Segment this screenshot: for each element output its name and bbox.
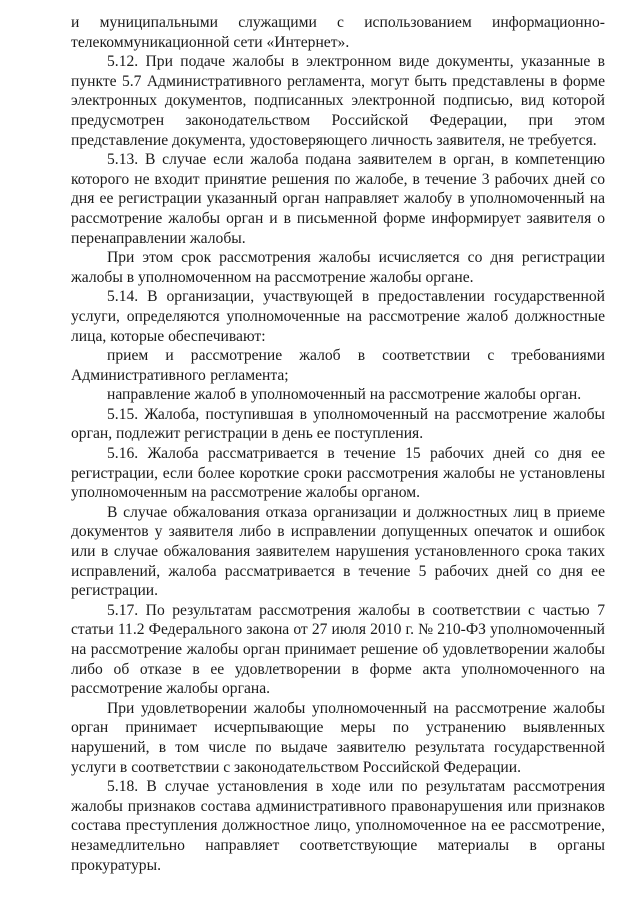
- paragraph-5-15: 5.15. Жалоба, поступившая в уполномоченный на рассмотрение жалобы орган, подлежит регистрации в день ее поступления.: [71, 405, 605, 443]
- paragraph-5-18: 5.18. В случае установления в ходе или по результатам рассмотрения жалобы признаков состава административного правонарушения или признаков состава преступления должностное лицо, уполномоченное на ее рассмотрение, незамедлительно направляет соответствующие материалы в органы прокуратуры.: [71, 778, 605, 874]
- paragraph-5-14-item-1: прием и рассмотрение жалоб в соответствии с требованиями Административного регламента;: [71, 347, 605, 384]
- paragraph-5-13: 5.13. В случае если жалоба подана заявителем в орган, в компетенцию которого не входит принятие решения по жалобе, в течение 3 рабочих дней со дня ее регистрации указанный орган направляет жалобу в уполномоченный на рассмотрение жалобы орган и в письменной форме информирует заявителя о перенаправлении жалобы.: [71, 151, 605, 247]
- paragraph-5-16-appeal: В случае обжалования отказа организации и должностных лиц в приеме документов у заявителя либо в исправлении допущенных опечаток и ошибок или в случае обжалования заявителем нарушения установленного срока таких исправлений, жалоба рассматривается в течение 5 рабочих дней со дня ее регистрации.: [71, 503, 605, 600]
- paragraph-5-16: 5.16. Жалоба рассматривается в течение 15 рабочих дней со дня ее регистрации, если более короткие сроки рассмотрения жалобы не установлены уполномоченным на рассмотрение жалобы органом.: [71, 445, 605, 502]
- paragraph-5-13-term: При этом срок рассмотрения жалобы исчисляется со дня регистрации жалобы в уполномоченном на рассмотрение жалобы органе.: [71, 249, 605, 286]
- paragraph-5-14-item-2: направление жалоб в уполномоченный на рассмотрение жалобы орган.: [107, 386, 582, 404]
- document-page: [71, 13, 605, 875]
- paragraph-5-17-satisfaction: При удовлетворении жалобы уполномоченный на рассмотрение жалобы орган принимает исчерпывающие меры по устранению выявленных нарушений, в том числе по выдаче заявителю результата государственной услуги в соответствии с законодательством Российской Федерации.: [71, 699, 605, 776]
- paragraph-5-14: 5.14. В организации, участвующей в предоставлении государственной услуги, определяются уполномоченные на рассмотрение жалоб должностные лица, которые обеспечивают:: [71, 288, 605, 345]
- paragraph-5-17: 5.17. По результатам рассмотрения жалобы в соответствии с частью 7 статьи 11.2 Федерального закона от 27 июля 2010 г. № 210-ФЗ уполномоченный на рассмотрение жалобы орган принимает решение об удовлетворении жалобы либо об отказе в ее удовлетворении в форме акта уполномоченного на рассмотрение жалобы органа.: [71, 601, 605, 698]
- paragraph-continuation: и муниципальными служащими с использованием информационно-телекоммуникационной сети «Интернет».: [71, 14, 605, 51]
- paragraph-5-12: 5.12. При подаче жалобы в электронном виде документы, указанные в пункте 5.7 Административного регламента, могут быть представлены в форме электронных документов, подписанных электронной подписью, вид которой предусмотрен законодательством Российской Федерации, при этом представление документа, удостоверяющего личность заявителя, не требуется.: [71, 53, 605, 149]
